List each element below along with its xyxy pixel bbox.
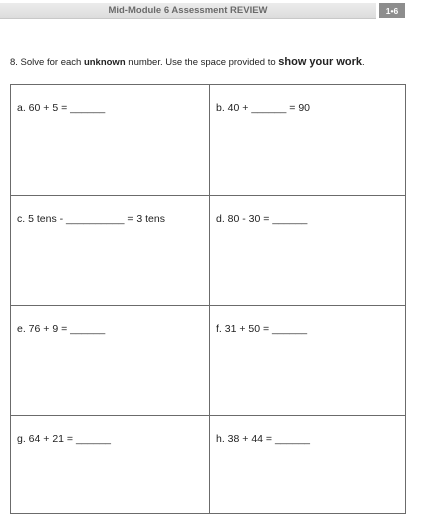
problem-text: g. 64 + 21 = ______ <box>17 433 112 445</box>
page-header <box>0 0 421 21</box>
problem-text: b. 40 + ______ = 90 <box>216 102 311 114</box>
problem-cell-f[interactable] <box>210 306 406 416</box>
instruction-keyword-unknown: unknown <box>83 57 126 68</box>
problem-text: e. 76 + 9 = ______ <box>17 323 106 335</box>
problem-cell-d[interactable] <box>210 196 406 306</box>
module-tag: 1•6 <box>379 3 405 18</box>
problem-text: f. 31 + 50 = ______ <box>216 323 308 335</box>
problem-text: c. 5 tens - __________ = 3 tens <box>17 213 165 225</box>
instruction-keyword-show-work: show your work <box>278 56 363 68</box>
problem-cell-b[interactable] <box>210 85 406 196</box>
problem-cell-a[interactable] <box>11 85 210 196</box>
problem-text: h. 38 + 44 = ______ <box>216 433 311 445</box>
problem-text: d. 80 - 30 = ______ <box>216 213 308 225</box>
header-title: Mid-Module 6 Assessment REVIEW <box>0 3 376 19</box>
problem-cell-c[interactable] <box>11 196 210 306</box>
instruction-text-3: . <box>362 57 365 68</box>
problem-cell-h[interactable] <box>210 416 406 514</box>
problem-cell-e[interactable] <box>11 306 210 416</box>
instruction-text-2: number. Use the space provided to <box>125 57 279 68</box>
question-instruction <box>10 56 415 68</box>
problem-text: a. 60 + 5 = ______ <box>17 102 106 114</box>
problem-cell-g[interactable] <box>11 416 210 514</box>
problem-grid <box>10 84 406 514</box>
instruction-text-1: 8. Solve for each <box>10 57 84 68</box>
